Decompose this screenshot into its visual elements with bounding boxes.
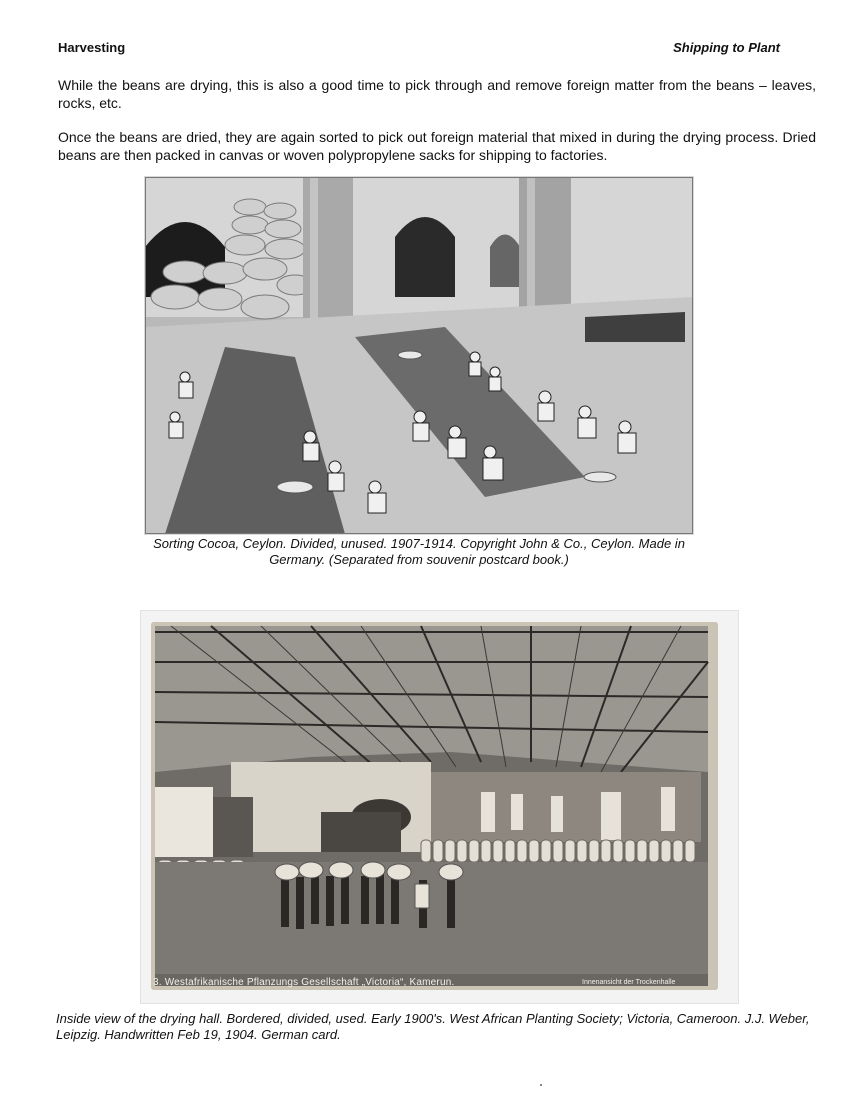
postcard-printed-subtitle: Innenansicht der Trockenhalle [582,979,676,986]
page-mark [540,1084,542,1086]
postcard-sorting-cocoa-caption: Sorting Cocoa, Ceylon. Divided, unused. 1907-1914. Copyright John & Co., Ceylon. Made in Germany. (Separated from souvenir postcard book.) [153,536,685,567]
postcard-sorting-cocoa-photo [145,177,693,534]
postcard-printed-title: 3. Westafrikanische Pflanzungs Gesellschaft „Victoria“, Kamerun. [153,977,455,988]
subsection-heading: Shipping to Plant [673,40,780,55]
postcard-drying-hall-caption: Inside view of the drying hall. Bordered, divided, used. Early 1900's. West African Planting Society; Victoria, Cameroon. J.J. Weber, Leipzig. Handwritten Feb 19, 1904. German card. [56,1011,810,1042]
paragraph-drying: While the beans are drying, this is also a good time to pick through and remove foreign matter from the beans – leaves, rocks, etc. [58,77,816,111]
postcard-drying-hall-photo [151,622,718,990]
section-heading: Harvesting [58,40,126,55]
paragraph-sorting: Once the beans are dried, they are again sorted to pick out foreign material that mixed in during the drying process. Dried beans are then packed in canvas or woven polypropylene sacks for shipping to factories. [58,129,816,163]
